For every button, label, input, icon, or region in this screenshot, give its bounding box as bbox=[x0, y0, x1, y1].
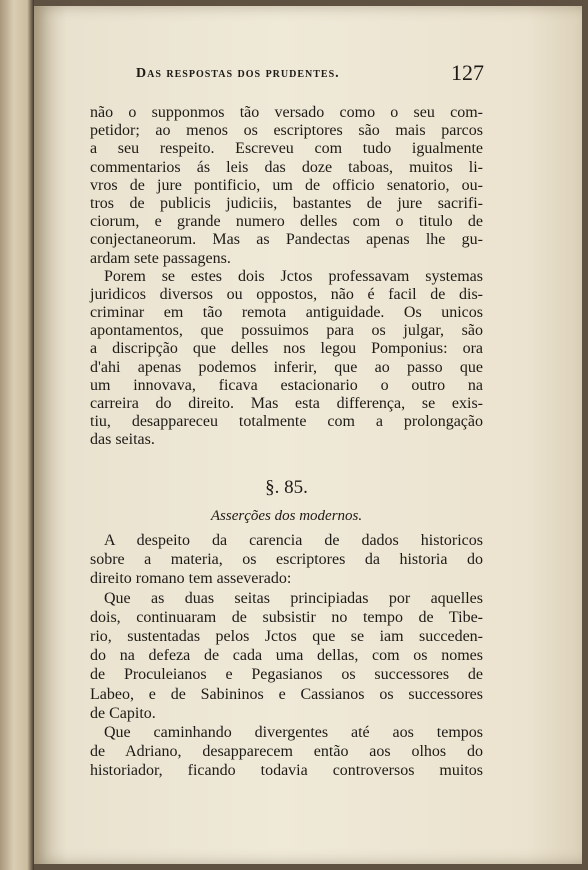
paragraph-4 bbox=[90, 589, 483, 723]
running-title: Das respostas dos prudentes. bbox=[136, 66, 340, 81]
section-number: §. 85. bbox=[265, 477, 308, 498]
page-header bbox=[136, 60, 484, 88]
paragraph-2 bbox=[90, 268, 483, 450]
section-subtitle: Asserções dos modernos. bbox=[210, 508, 363, 524]
text-line: um innovava, ficava estacionario o outro na bbox=[90, 376, 483, 394]
text-line: do na defeza de cada uma dellas, com os nomes bbox=[90, 647, 483, 665]
text-line: A despeito da carencia de dados historicos bbox=[104, 532, 483, 549]
text-line: commentarios ás leis das doze taboas, muitos li- bbox=[90, 158, 483, 176]
text-line: dois, continuaram de subsistir no tempo de Tibe- bbox=[90, 608, 483, 626]
paragraph-5 bbox=[90, 723, 483, 781]
text-line: historiador, ficando todavia controversos muitos bbox=[90, 762, 483, 780]
facing-page-edge bbox=[0, 0, 34, 870]
text-line: conjectaneorum. Mas as Pandectas apenas lhe gu- bbox=[90, 231, 483, 249]
text-line: Labeo, e de Sabininos e Cassianos os successores bbox=[90, 685, 483, 703]
text-line: tros de publicis judiciis, bastantes de jure sacrifi- bbox=[90, 194, 483, 212]
text-line: a discripção que delles nos legou Pomponius: ora bbox=[90, 340, 483, 358]
text-line: de Proculeianos e Pegasianos os successores de bbox=[90, 666, 483, 684]
text-line: de Capito. bbox=[90, 704, 156, 722]
text-line: ardam sete passagens. bbox=[90, 249, 231, 267]
text-line: tiu, desappareceu totalmente com a prolongação bbox=[90, 413, 483, 431]
text-line: não o supponmos tão versado como o seu com- bbox=[90, 104, 483, 121]
page-number: 127 bbox=[451, 60, 484, 85]
text-line: rio, sustentadas pelos Jctos que se iam succeden- bbox=[90, 627, 483, 645]
text-line: Que as duas seitas principiadas por aquelles bbox=[104, 589, 483, 607]
text-line: das seitas. bbox=[90, 431, 155, 449]
text-line: carreira do direito. Mas esta differença, se exis- bbox=[90, 395, 483, 412]
text-line: d'ahi apenas podemos inferir, que ao passo que bbox=[90, 358, 483, 376]
paragraph-1 bbox=[90, 104, 483, 268]
body-text-top bbox=[90, 104, 483, 450]
text-line: juridicos diversos ou oppostos, não é facil de dis- bbox=[90, 285, 483, 303]
text-line: sobre a materia, os escriptores da historia do bbox=[90, 551, 483, 569]
text-line: a seu respeito. Escreveu com tudo igualmente bbox=[90, 140, 483, 158]
text-line: Porem se estes dois Jctos professavam systemas bbox=[104, 267, 483, 285]
text-line: ciorum, e grande numero delles com o titulo de bbox=[90, 213, 483, 231]
text-line: de Adriano, desapparecem então aos olhos do bbox=[90, 743, 483, 761]
paragraph-3 bbox=[90, 531, 483, 589]
text-line: Que caminhando divergentes até aos tempos bbox=[104, 723, 483, 741]
text-line: petidor; ao menos os escriptores são mais parcos bbox=[90, 122, 483, 140]
text-line: criminar em tão remota antiguidade. Os unicos bbox=[90, 304, 483, 322]
text-line: apontamentos, que possuimos para os julgar, são bbox=[90, 322, 483, 340]
body-text-bottom bbox=[90, 531, 483, 780]
text-line: direito romano tem asseverado: bbox=[90, 570, 292, 588]
text-line: vros de jure pontificio, um de officio senatorio, ou- bbox=[90, 176, 483, 194]
